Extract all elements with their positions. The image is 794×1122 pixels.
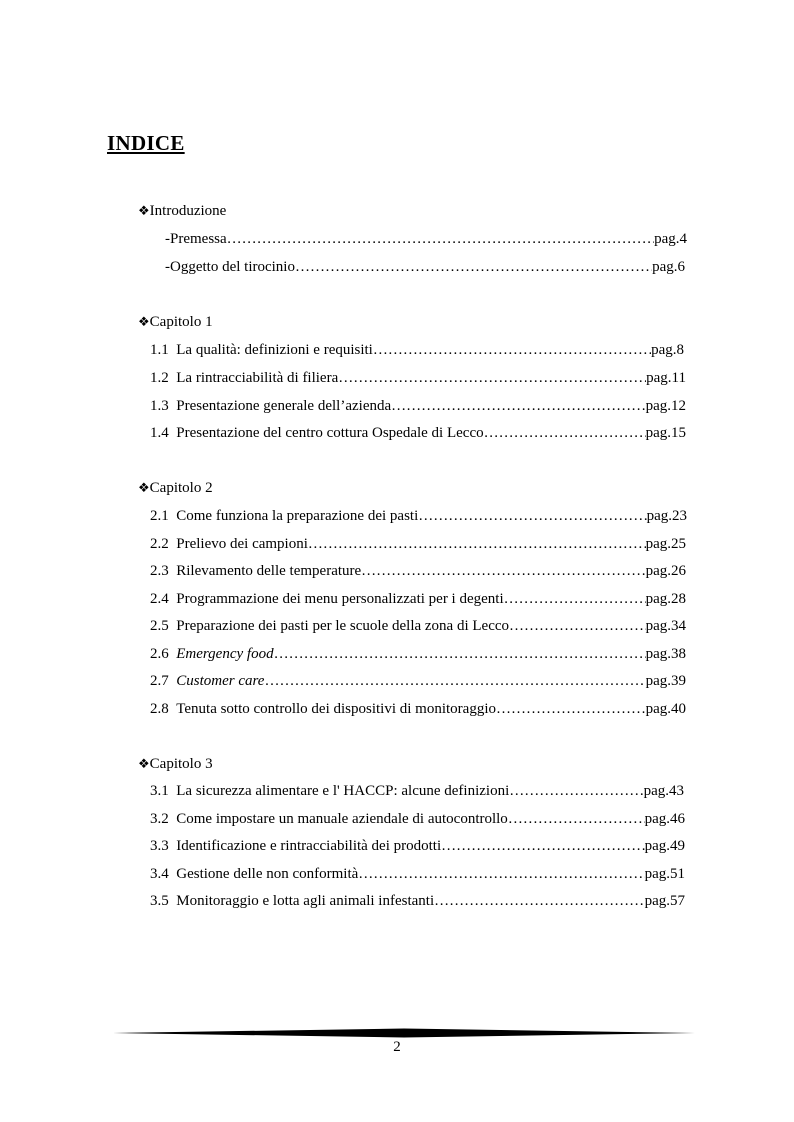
toc-entry-page: pag.26 bbox=[645, 563, 686, 579]
toc-entry-number: 1.2 bbox=[150, 370, 169, 386]
toc-entry-text: Presentazione del centro cottura Ospedale di Lecco bbox=[176, 425, 484, 441]
toc-entry-page: pag.51 bbox=[644, 866, 685, 882]
toc-entry-number: 1.4 bbox=[150, 425, 169, 441]
toc-entry-page: pag.25 bbox=[645, 536, 686, 552]
toc-entry-page: pag.57 bbox=[644, 893, 685, 909]
diamond-bullet-icon: ❖ bbox=[138, 203, 150, 218]
dot-leader bbox=[434, 892, 644, 910]
toc-entry-page: pag.4 bbox=[654, 231, 687, 247]
toc-entry-number: 2.8 bbox=[150, 701, 169, 717]
dot-leader bbox=[373, 341, 651, 359]
toc-entry-2-8 bbox=[150, 700, 686, 718]
diamond-bullet-icon: ❖ bbox=[138, 480, 150, 495]
toc-entry-1-1 bbox=[150, 341, 684, 359]
toc-entry-3-1 bbox=[150, 782, 684, 800]
toc-entry-page: pag.28 bbox=[645, 591, 686, 607]
toc-entry-2-7 bbox=[150, 672, 686, 690]
toc-entry-oggetto bbox=[165, 258, 685, 276]
toc-entry-number: 1.3 bbox=[150, 398, 169, 414]
toc-entry-page: pag.39 bbox=[645, 673, 686, 689]
toc-entry-text: Gestione delle non conformità bbox=[176, 866, 359, 882]
dot-leader bbox=[338, 369, 646, 387]
toc-entry-text: Prelievo dei campioni bbox=[176, 536, 308, 552]
toc-entry-number: 2.7 bbox=[150, 673, 169, 689]
toc-entry-number: 2.4 bbox=[150, 591, 169, 607]
toc-entry-page: pag.6 bbox=[652, 259, 685, 275]
dot-leader bbox=[391, 397, 645, 415]
toc-entry-text: Emergency food bbox=[176, 646, 274, 662]
toc-entry-number: 2.3 bbox=[150, 563, 169, 579]
dot-leader bbox=[496, 700, 646, 718]
toc-entry-text: Programmazione dei menu personalizzati per i degenti bbox=[176, 591, 504, 607]
toc-entry-number: 3.1 bbox=[150, 783, 169, 799]
toc-entry-page: pag.8 bbox=[651, 342, 684, 358]
dot-leader bbox=[295, 258, 652, 276]
toc-entry-number: 2.1 bbox=[150, 508, 169, 524]
dot-leader bbox=[504, 590, 646, 608]
toc-entry-1-3 bbox=[150, 397, 686, 415]
toc-entry-2-6 bbox=[150, 645, 686, 663]
toc-entry-3-4 bbox=[150, 865, 685, 883]
diamond-bullet-icon: ❖ bbox=[138, 314, 150, 329]
section-heading-capitolo-3 bbox=[138, 755, 213, 773]
toc-entry-2-2 bbox=[150, 535, 686, 553]
dot-leader bbox=[358, 865, 644, 883]
toc-entry-number: 2.2 bbox=[150, 536, 169, 552]
toc-entry-text: La rintracciabilità di filiera bbox=[176, 370, 339, 386]
toc-entry-3-5 bbox=[150, 892, 685, 910]
toc-entry-text: Preparazione dei pasti per le scuole della zona di Lecco bbox=[176, 618, 510, 634]
toc-entry-text: -Premessa bbox=[165, 231, 227, 247]
toc-entry-page: pag.49 bbox=[644, 838, 685, 854]
footer-divider bbox=[113, 1028, 695, 1038]
dot-leader bbox=[274, 645, 646, 663]
toc-entry-2-1 bbox=[150, 507, 687, 525]
toc-entry-text: Customer care bbox=[176, 673, 265, 689]
dot-leader bbox=[227, 230, 654, 248]
toc-entry-3-3 bbox=[150, 837, 685, 855]
diamond-bullet-icon: ❖ bbox=[138, 756, 150, 771]
toc-entry-page: pag.34 bbox=[645, 618, 686, 634]
dot-leader bbox=[509, 617, 646, 635]
section-title: Introduzione bbox=[149, 203, 227, 219]
toc-entry-number: 2.5 bbox=[150, 618, 169, 634]
section-title: Capitolo 3 bbox=[149, 756, 213, 772]
section-heading-capitolo-1 bbox=[138, 313, 213, 331]
section-title: Capitolo 1 bbox=[149, 314, 213, 330]
toc-entry-2-3 bbox=[150, 562, 686, 580]
toc-entry-number: 1.1 bbox=[150, 342, 169, 358]
toc-entry-number: 3.5 bbox=[150, 893, 169, 909]
toc-entry-text: -Oggetto del tirocinio bbox=[165, 259, 295, 275]
toc-entry-1-4 bbox=[150, 424, 686, 442]
toc-entry-text: Tenuta sotto controllo dei dispositivi di monitoraggio bbox=[176, 701, 497, 717]
toc-entry-text: La sicurezza alimentare e l' HACCP: alcune definizioni bbox=[176, 783, 510, 799]
toc-entry-text: Come impostare un manuale aziendale di autocontrollo bbox=[176, 811, 508, 827]
toc-entry-2-4 bbox=[150, 590, 686, 608]
toc-entry-page: pag.11 bbox=[646, 370, 686, 386]
dot-leader bbox=[509, 782, 643, 800]
toc-entry-text: Presentazione generale dell’azienda bbox=[176, 398, 392, 414]
dot-leader bbox=[418, 507, 646, 525]
toc-entry-1-2 bbox=[150, 369, 686, 387]
dot-leader bbox=[308, 535, 646, 553]
section-title: Capitolo 2 bbox=[149, 480, 213, 496]
dot-leader bbox=[264, 672, 645, 690]
toc-entry-page: pag.38 bbox=[645, 646, 686, 662]
toc-entry-number: 3.2 bbox=[150, 811, 169, 827]
section-heading-introduzione bbox=[138, 202, 226, 220]
toc-entry-number: 2.6 bbox=[150, 646, 169, 662]
toc-entry-page: pag.46 bbox=[644, 811, 685, 827]
toc-entry-text: Identificazione e rintracciabilità dei prodotti bbox=[176, 838, 442, 854]
toc-entry-premessa bbox=[165, 230, 687, 248]
toc-entry-text: Rilevamento delle temperature bbox=[176, 563, 362, 579]
dot-leader bbox=[484, 424, 646, 442]
toc-entry-page: pag.43 bbox=[643, 783, 684, 799]
dot-leader bbox=[361, 562, 645, 580]
toc-entry-number: 3.3 bbox=[150, 838, 169, 854]
dot-leader bbox=[508, 810, 645, 828]
dot-leader bbox=[441, 837, 644, 855]
toc-entry-page: pag.15 bbox=[645, 425, 686, 441]
toc-entry-3-2 bbox=[150, 810, 685, 828]
toc-entry-text: Monitoraggio e lotta agli animali infestanti bbox=[176, 893, 435, 909]
toc-entry-2-5 bbox=[150, 617, 686, 635]
toc-entry-page: pag.40 bbox=[645, 701, 686, 717]
page-number: 2 bbox=[393, 1039, 401, 1055]
toc-entry-page: pag.12 bbox=[645, 398, 686, 414]
toc-entry-page: pag.23 bbox=[646, 508, 687, 524]
toc-entry-number: 3.4 bbox=[150, 866, 169, 882]
toc-entry-text: La qualità: definizioni e requisiti bbox=[176, 342, 373, 358]
page-title: INDICE bbox=[107, 131, 185, 155]
toc-entry-text: Come funziona la preparazione dei pasti bbox=[176, 508, 419, 524]
section-heading-capitolo-2 bbox=[138, 479, 213, 497]
